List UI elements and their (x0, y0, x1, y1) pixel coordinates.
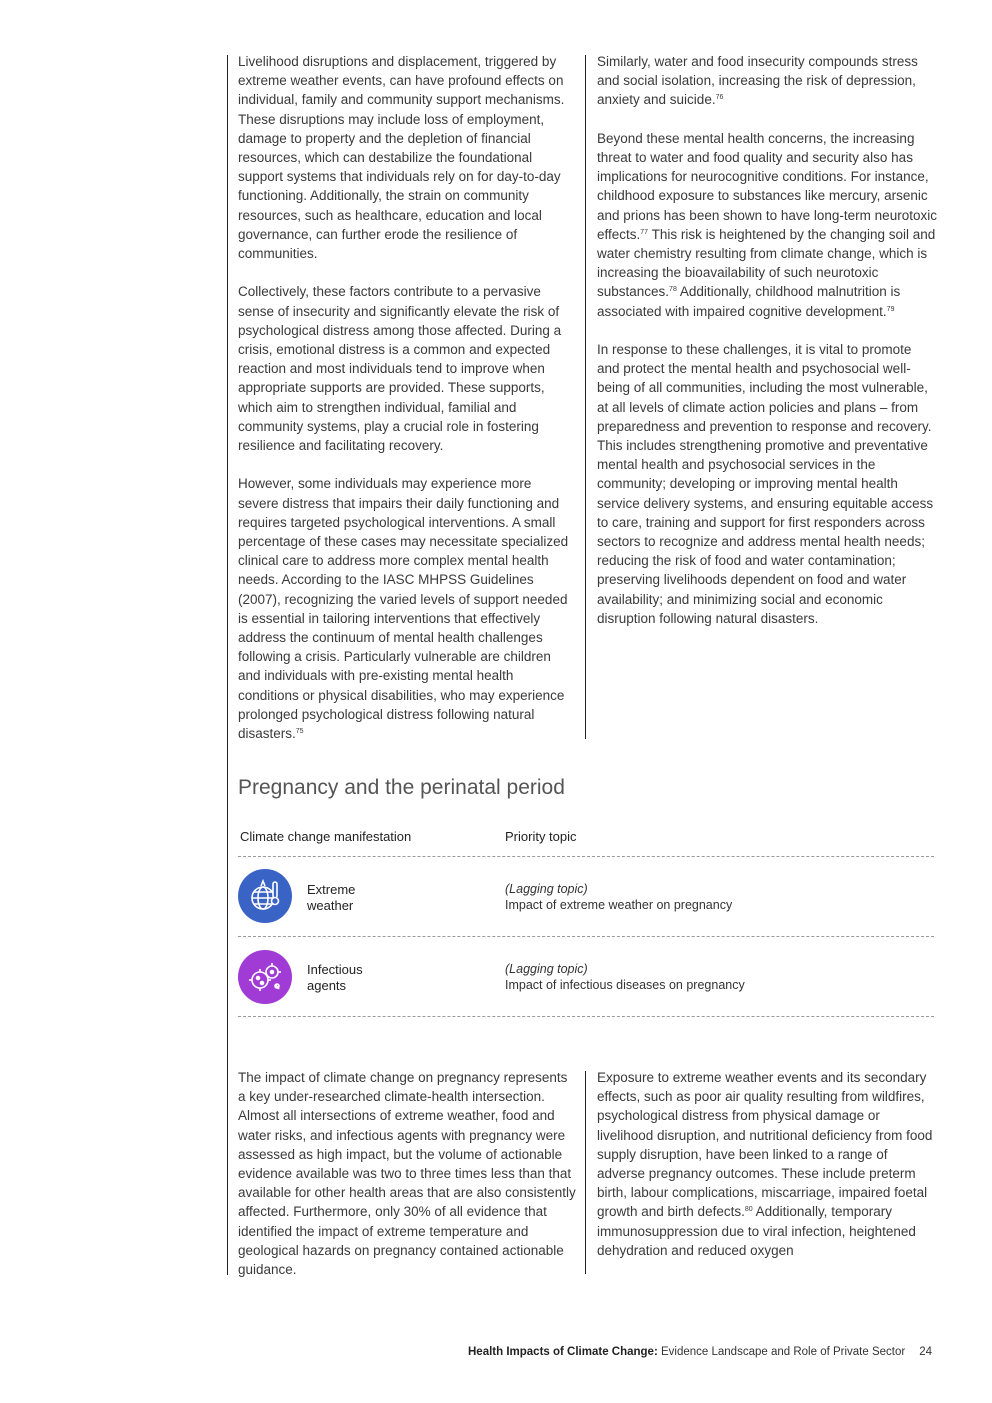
bottom-column-divider (585, 1071, 586, 1274)
manifestation-column-header: Climate change manifestation (240, 829, 412, 844)
paragraph-in-response: In response to these challenges, it is vital to promote and protect the mental health and psychosocial well-being of all communities, including the most vulnerable, at all levels of climate action policies and plans – from preparedness and prevention to response and recovery. This includes strengthening promotive and preventative mental health and psychosocial services in the community; developing or improving mental health service delivery systems, and ensuring equitable access to care, training and support for first responders across sectors to recognize and address mental health needs; reducing the risk of food and water contamination; preserving livelihoods dependent on food and water availability; and minimizing social and economic disruption following natural disasters. (597, 342, 934, 626)
section-title: Pregnancy and the perinatal period (238, 776, 565, 799)
infectious-agents-icon (238, 950, 292, 1004)
top-left-column (238, 52, 574, 762)
extreme-weather-icon (238, 869, 292, 923)
topic-text: Impact of extreme weather on pregnancy (505, 898, 733, 912)
footnote-ref: 77 (640, 228, 649, 236)
manifestation-infectious-agents: Infectious agents (307, 962, 363, 993)
top-right-column (597, 52, 937, 647)
bottom-right-column (597, 1068, 933, 1279)
table-divider (238, 936, 934, 937)
footer-report-title: Health Impacts of Climate Change: (468, 1346, 658, 1358)
priority-topic-infectious-agents (505, 961, 745, 993)
paragraph-exposure: Exposure to extreme weather events and its secondary effects, such as poor air quality resulting from wildfires, psychological distress from physical damage or livelihood disruption, and nutritional deficiency from food supply disruption, have been linked to a range of adverse pregnancy outcomes. These include preterm birth, labour complications, miscarriage, impaired foetal growth and birth defects.$^{80}$ Additionally, temporary immunosuppression due to viral infection, heightened dehydration and reduced oxygen (597, 1070, 933, 1258)
lagging-tag: (Lagging topic) (505, 882, 588, 896)
top-column-divider (585, 55, 586, 739)
paragraph-however: However, some individuals may experience more severe distress that impairs their daily functioning and requires targeted psychological interventions. A small percentage of these cases may necessitate specialized clinical care to address more complex mental health needs. According to the IASC MHPSS Guidelines (2007), recognizing the varied levels of support needed is essential in tailoring interventions that effectively address the continuum of mental health challenges following a crisis. Particularly vulnerable are children and individuals with pre-existing mental health conditions or physical disabilities, who may experience prolonged psychological distress following natural disasters.$^{75}$ (238, 476, 569, 742)
priority-topic-column-header: Priority topic (505, 829, 577, 844)
footnote-ref: 75 (295, 728, 304, 736)
paragraph-collectively: Collectively, these factors contribute to a pervasive sense of insecurity and significantly elevate the risk of psychological distress among those affected. During a crisis, emotional distress is a common and expected reaction and most individuals tend to improve when appropriate supports are provided. These supports, which aim to strengthen individual, familial and community systems, play a crucial role in fostering resilience and facilitating recovery. (238, 284, 562, 454)
topic-text: Impact of infectious diseases on pregnancy (505, 978, 745, 992)
footer-report-subtitle: Evidence Landscape and Role of Private Sector (657, 1346, 906, 1358)
lagging-tag: (Lagging topic) (505, 962, 588, 976)
paragraph-livelihood: Livelihood disruptions and displacement, triggered by extreme weather events, can have profound effects on individual, family and community support mechanisms. These disruptions may include loss of employment, damage to property and the depletion of financial resources, which can destabilize the foundational support systems that individuals rely on for day-to-day functioning. Additionally, the strain on community resources, such as healthcare, education and local governance, can further erode the resilience of communities. (238, 54, 565, 262)
footnote-ref: 78 (669, 286, 677, 294)
page-number: 24 (919, 1346, 932, 1358)
paragraph-beyond: Beyond these mental health concerns, the increasing threat to water and food quality and security also has implications for neurocognitive conditions. For instance, childhood exposure to substances like mercury, arsenic and prions has been shown to have long-term neurotoxic effects.$^{77}$ This risk is heightened by the changing soil and water chemistry resulting from climate change, which is increasing the bioavailability of such neurotoxic substances.$^{78}$ Additionally, childhood malnutrition is associated with impaired cognitive development.$^{79}$ (597, 130, 937, 319)
manifestation-extreme-weather: Extreme weather (307, 882, 356, 913)
page-footer (468, 1346, 932, 1358)
priority-topic-extreme-weather (505, 881, 732, 913)
bottom-left-column (238, 1068, 576, 1298)
footnote-ref: 79 (886, 305, 895, 313)
table-divider (238, 856, 934, 857)
paragraph-similarly: Similarly, water and food insecurity compounds stress and social isolation, increasing the risk of depression, anxiety and suicide.$^{76}$ (597, 54, 918, 108)
footnote-ref: 76 (715, 94, 724, 102)
table-divider (238, 1016, 934, 1017)
left-margin-rule (227, 55, 228, 1275)
paragraph-impact-pregnancy: The impact of climate change on pregnancy represents a key under-researched climate-health intersection. Almost all intersections of extreme weather, food and water risks, and infectious agents with pregnancy were assessed as high impact, but the volume of actionable evidence available was two to three times less than that available for other health areas that are also consistently affected. Furthermore, only 30% of all evidence that identified the impact of extreme temperature and geological hazards on pregnancy contained actionable guidance. (238, 1070, 576, 1278)
footnote-ref: 80 (744, 1206, 753, 1214)
